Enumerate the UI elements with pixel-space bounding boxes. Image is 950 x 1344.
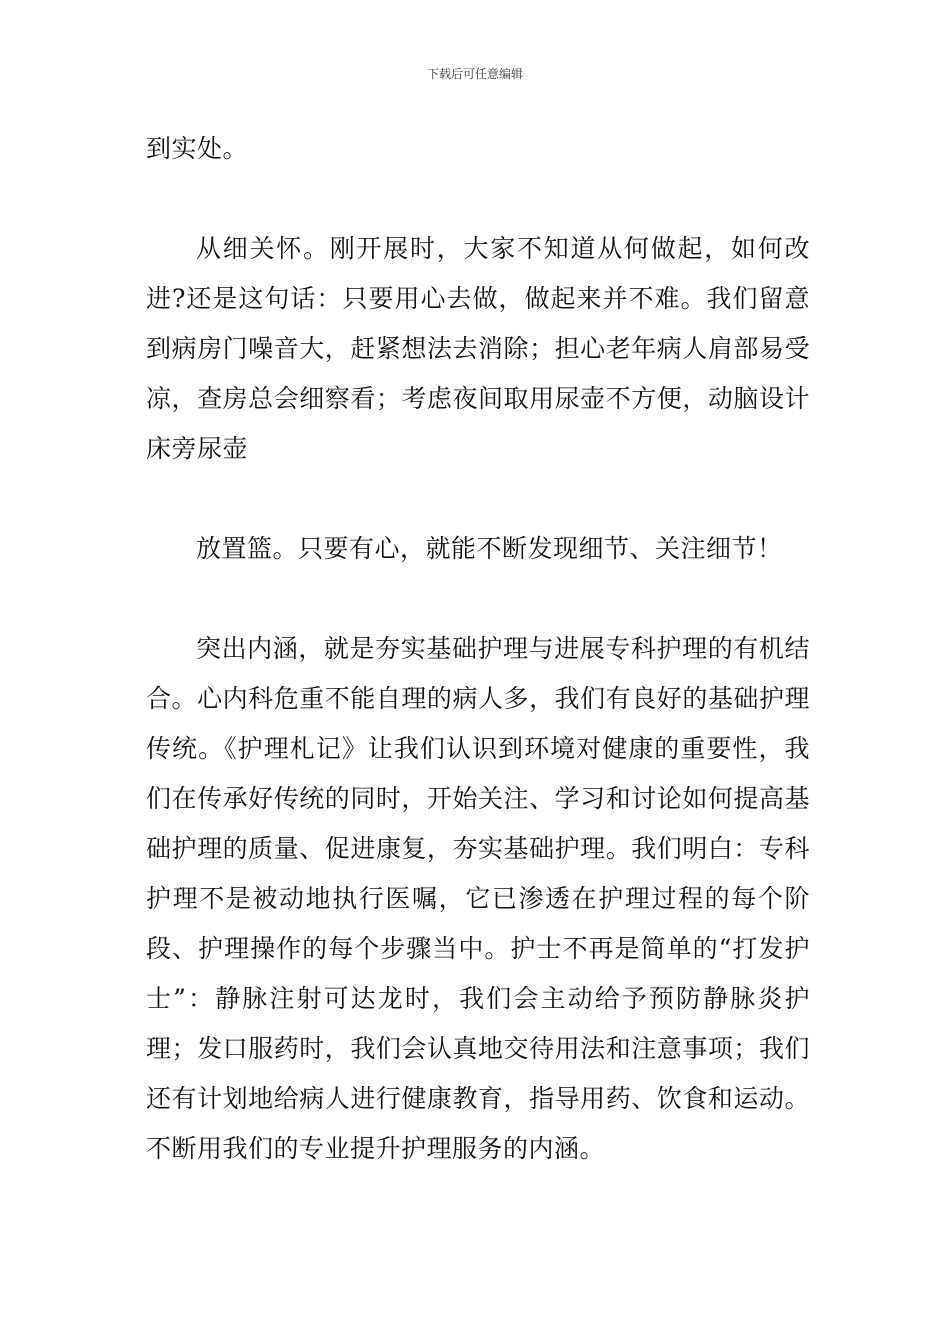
paragraph-detail-summary: 放置篮。只要有心，就能不断发现细节、关注细节！ <box>196 534 783 563</box>
header-note: 下载后可任意编辑 <box>426 67 523 81</box>
paragraph-continuation: 到实处。 <box>146 134 249 163</box>
paragraph-detail-care: 从细关怀。刚开展时，大家不知道从何做起，如何改进?还是这句话：只要用心去做，做起来并不难。我们留意到病房门噪音大，赶紧想法去消除；担心老年病人肩部易受凉，查房总会细察看；考虑夜间取用尿壶不方便，动脑设计床旁尿壶 <box>146 234 810 463</box>
paragraph-nursing-connotation: 突出内涵，就是夯实基础护理与进展专科护理的有机结合。心内科危重不能自理的病人多，我们有良好的基础护理传统。《护理札记》让我们认识到环境对健康的重要性，我们在传承好传统的同时，开始关注、学习和讨论如何提高基础护理的质量、促进康复，夯实基础护理。我们明白：专科护理不是被动地执行医嘱，它已渗透在护理过程的每个阶段、护理操作的每个步骤当中。护士不再是简单的“打发护士”：静脉注射可达龙时，我们会主动给予预防静脉炎护理；发口服药时，我们会认真地交待用法和注意事项；我们还有计划地给病人进行健康教育，指导用药、饮食和运动。不断用我们的专业提升护理服务的内涵。 <box>146 634 810 1163</box>
